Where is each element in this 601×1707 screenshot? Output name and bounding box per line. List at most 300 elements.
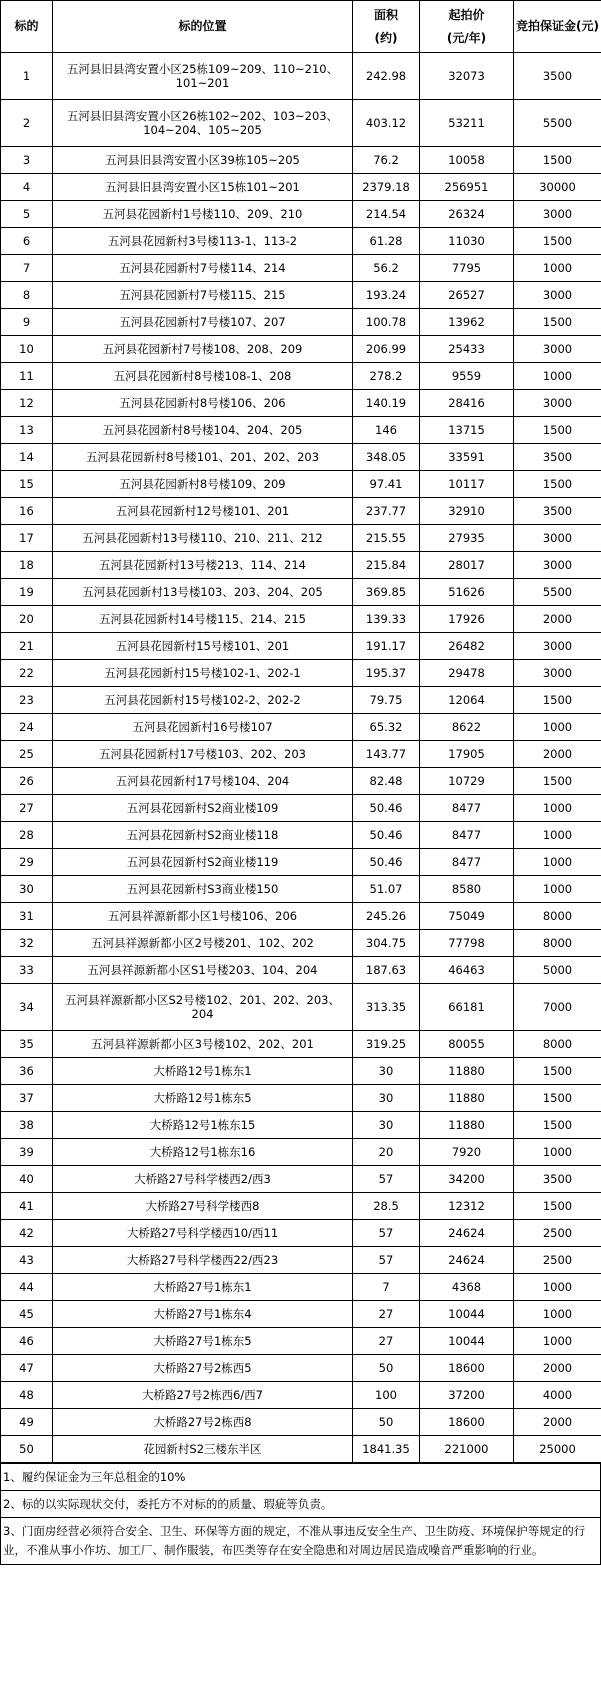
cell-location: 五河县花园新村S3商业楼150 bbox=[53, 876, 353, 903]
cell-deposit: 8000 bbox=[514, 1031, 601, 1058]
cell-deposit: 1500 bbox=[514, 687, 601, 714]
cell-area: 50 bbox=[353, 1409, 420, 1436]
cell-starting-price: 12312 bbox=[420, 1193, 514, 1220]
cell-lot-number: 40 bbox=[1, 1166, 53, 1193]
cell-starting-price: 256951 bbox=[420, 174, 514, 201]
cell-deposit: 5500 bbox=[514, 579, 601, 606]
cell-starting-price: 51626 bbox=[420, 579, 514, 606]
cell-location: 大桥路27号1栋东5 bbox=[53, 1328, 353, 1355]
cell-starting-price: 77798 bbox=[420, 930, 514, 957]
cell-location: 五河县花园新村7号楼108、208、209 bbox=[53, 336, 353, 363]
table-row bbox=[1, 100, 601, 147]
cell-area: 57 bbox=[353, 1247, 420, 1274]
cell-deposit: 1000 bbox=[514, 255, 601, 282]
cell-starting-price: 10058 bbox=[420, 147, 514, 174]
table-row bbox=[1, 174, 601, 201]
cell-lot-number: 23 bbox=[1, 687, 53, 714]
cell-location: 五河县旧县湾安置小区26栋102~202、103~203、104~204、105~205 bbox=[53, 100, 353, 147]
header-starting-price bbox=[420, 1, 514, 53]
cell-deposit: 3000 bbox=[514, 336, 601, 363]
table-row bbox=[1, 741, 601, 768]
table-row bbox=[1, 768, 601, 795]
cell-location: 五河县花园新村13号楼213、114、214 bbox=[53, 552, 353, 579]
cell-location: 大桥路27号2栋西5 bbox=[53, 1355, 353, 1382]
cell-area: 50.46 bbox=[353, 795, 420, 822]
cell-lot-number: 29 bbox=[1, 849, 53, 876]
cell-lot-number: 12 bbox=[1, 390, 53, 417]
table-row bbox=[1, 282, 601, 309]
cell-location: 五河县花园新村16号楼107 bbox=[53, 714, 353, 741]
cell-starting-price: 26324 bbox=[420, 201, 514, 228]
cell-area: 100.78 bbox=[353, 309, 420, 336]
cell-location: 五河县花园新村7号楼115、215 bbox=[53, 282, 353, 309]
cell-starting-price: 33591 bbox=[420, 444, 514, 471]
cell-starting-price: 29478 bbox=[420, 660, 514, 687]
cell-lot-number: 33 bbox=[1, 957, 53, 984]
cell-area: 242.98 bbox=[353, 53, 420, 100]
cell-lot-number: 31 bbox=[1, 903, 53, 930]
cell-starting-price: 53211 bbox=[420, 100, 514, 147]
cell-location: 五河县花园新村S2商业楼118 bbox=[53, 822, 353, 849]
cell-location: 大桥路27号科学楼西2/西3 bbox=[53, 1166, 353, 1193]
cell-deposit: 2000 bbox=[514, 1355, 601, 1382]
cell-starting-price: 32910 bbox=[420, 498, 514, 525]
table-row bbox=[1, 795, 601, 822]
cell-lot-number: 20 bbox=[1, 606, 53, 633]
cell-starting-price: 46463 bbox=[420, 957, 514, 984]
table-row bbox=[1, 903, 601, 930]
cell-lot-number: 16 bbox=[1, 498, 53, 525]
cell-starting-price: 10044 bbox=[420, 1328, 514, 1355]
cell-lot-number: 21 bbox=[1, 633, 53, 660]
cell-starting-price: 32073 bbox=[420, 53, 514, 100]
cell-starting-price: 11880 bbox=[420, 1112, 514, 1139]
cell-starting-price: 26527 bbox=[420, 282, 514, 309]
cell-lot-number: 50 bbox=[1, 1436, 53, 1463]
cell-location: 五河县花园新村17号楼104、204 bbox=[53, 768, 353, 795]
cell-deposit: 1500 bbox=[514, 471, 601, 498]
cell-area: 193.24 bbox=[353, 282, 420, 309]
cell-deposit: 2000 bbox=[514, 606, 601, 633]
cell-location: 五河县祥源新都小区S2号楼102、201、202、203、204 bbox=[53, 984, 353, 1031]
cell-lot-number: 14 bbox=[1, 444, 53, 471]
cell-lot-number: 39 bbox=[1, 1139, 53, 1166]
cell-lot-number: 15 bbox=[1, 471, 53, 498]
cell-location: 五河县祥源新都小区1号楼106、206 bbox=[53, 903, 353, 930]
cell-starting-price: 66181 bbox=[420, 984, 514, 1031]
header-location: 标的位置 bbox=[53, 1, 353, 53]
cell-deposit: 1000 bbox=[514, 714, 601, 741]
cell-location: 大桥路27号2栋西6/西7 bbox=[53, 1382, 353, 1409]
cell-location: 大桥路27号1栋东4 bbox=[53, 1301, 353, 1328]
cell-starting-price: 7920 bbox=[420, 1139, 514, 1166]
table-row bbox=[1, 849, 601, 876]
cell-starting-price: 80055 bbox=[420, 1031, 514, 1058]
cell-starting-price: 221000 bbox=[420, 1436, 514, 1463]
cell-deposit: 3500 bbox=[514, 498, 601, 525]
cell-deposit: 2500 bbox=[514, 1247, 601, 1274]
cell-location: 五河县花园新村S2商业楼109 bbox=[53, 795, 353, 822]
cell-location: 五河县祥源新都小区2号楼201、102、202 bbox=[53, 930, 353, 957]
cell-location: 五河县花园新村7号楼114、214 bbox=[53, 255, 353, 282]
cell-deposit: 3000 bbox=[514, 525, 601, 552]
cell-lot-number: 5 bbox=[1, 201, 53, 228]
cell-area: 56.2 bbox=[353, 255, 420, 282]
cell-location: 五河县旧县湾安置小区15栋101~201 bbox=[53, 174, 353, 201]
table-row bbox=[1, 498, 601, 525]
cell-area: 30 bbox=[353, 1112, 420, 1139]
table-row bbox=[1, 633, 601, 660]
cell-area: 50.46 bbox=[353, 822, 420, 849]
header-row bbox=[1, 1, 601, 53]
table-row bbox=[1, 525, 601, 552]
cell-starting-price: 18600 bbox=[420, 1355, 514, 1382]
cell-deposit: 5000 bbox=[514, 957, 601, 984]
cell-lot-number: 24 bbox=[1, 714, 53, 741]
cell-location: 五河县花园新村7号楼107、207 bbox=[53, 309, 353, 336]
cell-lot-number: 18 bbox=[1, 552, 53, 579]
table-row bbox=[1, 606, 601, 633]
cell-lot-number: 34 bbox=[1, 984, 53, 1031]
header-area bbox=[353, 1, 420, 53]
cell-area: 2379.18 bbox=[353, 174, 420, 201]
header-lot-number: 标的 bbox=[1, 1, 53, 53]
cell-lot-number: 3 bbox=[1, 147, 53, 174]
cell-location: 大桥路12号1栋东1 bbox=[53, 1058, 353, 1085]
cell-area: 195.37 bbox=[353, 660, 420, 687]
table-row bbox=[1, 255, 601, 282]
table-row bbox=[1, 1058, 601, 1085]
cell-deposit: 2500 bbox=[514, 1220, 601, 1247]
cell-deposit: 1500 bbox=[514, 1085, 601, 1112]
cell-lot-number: 9 bbox=[1, 309, 53, 336]
cell-area: 76.2 bbox=[353, 147, 420, 174]
header-area-label: 面积 bbox=[373, 7, 398, 22]
cell-starting-price: 8477 bbox=[420, 822, 514, 849]
cell-lot-number: 13 bbox=[1, 417, 53, 444]
cell-area: 140.19 bbox=[353, 390, 420, 417]
table-row bbox=[1, 1409, 601, 1436]
cell-location: 五河县花园新村15号楼101、201 bbox=[53, 633, 353, 660]
cell-lot-number: 49 bbox=[1, 1409, 53, 1436]
table-row bbox=[1, 1436, 601, 1463]
note-1: 1、履约保证金为三年总租金的10% bbox=[1, 1463, 600, 1490]
table-row bbox=[1, 1247, 601, 1274]
cell-lot-number: 45 bbox=[1, 1301, 53, 1328]
table-row bbox=[1, 984, 601, 1031]
cell-location: 大桥路27号1栋东1 bbox=[53, 1274, 353, 1301]
table-row bbox=[1, 363, 601, 390]
cell-location: 五河县花园新村15号楼102-1、202-1 bbox=[53, 660, 353, 687]
table-row bbox=[1, 1301, 601, 1328]
cell-deposit: 1000 bbox=[514, 1328, 601, 1355]
cell-lot-number: 19 bbox=[1, 579, 53, 606]
cell-area: 61.28 bbox=[353, 228, 420, 255]
cell-area: 191.17 bbox=[353, 633, 420, 660]
table-row bbox=[1, 1328, 601, 1355]
cell-starting-price: 10729 bbox=[420, 768, 514, 795]
table-row bbox=[1, 957, 601, 984]
cell-lot-number: 1 bbox=[1, 53, 53, 100]
cell-location: 五河县祥源新都小区S1号楼203、104、204 bbox=[53, 957, 353, 984]
cell-area: 50 bbox=[353, 1355, 420, 1382]
cell-deposit: 3000 bbox=[514, 660, 601, 687]
cell-deposit: 1000 bbox=[514, 849, 601, 876]
cell-lot-number: 30 bbox=[1, 876, 53, 903]
cell-location: 五河县花园新村1号楼110、209、210 bbox=[53, 201, 353, 228]
cell-deposit: 7000 bbox=[514, 984, 601, 1031]
table-row bbox=[1, 1139, 601, 1166]
cell-deposit: 3000 bbox=[514, 633, 601, 660]
cell-starting-price: 4368 bbox=[420, 1274, 514, 1301]
table-row bbox=[1, 201, 601, 228]
table-row bbox=[1, 147, 601, 174]
cell-deposit: 3000 bbox=[514, 201, 601, 228]
cell-lot-number: 28 bbox=[1, 822, 53, 849]
table-row bbox=[1, 1355, 601, 1382]
cell-location: 五河县花园新村8号楼104、204、205 bbox=[53, 417, 353, 444]
cell-starting-price: 12064 bbox=[420, 687, 514, 714]
cell-lot-number: 38 bbox=[1, 1112, 53, 1139]
table-row bbox=[1, 876, 601, 903]
cell-deposit: 3000 bbox=[514, 282, 601, 309]
cell-area: 27 bbox=[353, 1328, 420, 1355]
table-row bbox=[1, 417, 601, 444]
cell-starting-price: 10117 bbox=[420, 471, 514, 498]
cell-starting-price: 26482 bbox=[420, 633, 514, 660]
cell-deposit: 3500 bbox=[514, 444, 601, 471]
cell-starting-price: 11880 bbox=[420, 1058, 514, 1085]
cell-starting-price: 18600 bbox=[420, 1409, 514, 1436]
table-row bbox=[1, 687, 601, 714]
cell-area: 215.55 bbox=[353, 525, 420, 552]
cell-deposit: 1500 bbox=[514, 1193, 601, 1220]
cell-starting-price: 11030 bbox=[420, 228, 514, 255]
cell-area: 30 bbox=[353, 1058, 420, 1085]
cell-location: 五河县花园新村8号楼108-1、208 bbox=[53, 363, 353, 390]
cell-location: 花园新村S2三楼东半区 bbox=[53, 1436, 353, 1463]
cell-lot-number: 26 bbox=[1, 768, 53, 795]
cell-starting-price: 8622 bbox=[420, 714, 514, 741]
cell-area: 348.05 bbox=[353, 444, 420, 471]
cell-starting-price: 28416 bbox=[420, 390, 514, 417]
table-row bbox=[1, 390, 601, 417]
cell-area: 139.33 bbox=[353, 606, 420, 633]
cell-area: 187.63 bbox=[353, 957, 420, 984]
cell-area: 369.85 bbox=[353, 579, 420, 606]
cell-starting-price: 17926 bbox=[420, 606, 514, 633]
cell-area: 245.26 bbox=[353, 903, 420, 930]
cell-deposit: 3000 bbox=[514, 390, 601, 417]
table-row bbox=[1, 1031, 601, 1058]
cell-deposit: 1000 bbox=[514, 1274, 601, 1301]
cell-location: 大桥路12号1栋东15 bbox=[53, 1112, 353, 1139]
cell-area: 82.48 bbox=[353, 768, 420, 795]
note-2: 2、标的以实际现状交付，委托方不对标的的质量、瑕疵等负责。 bbox=[1, 1490, 600, 1517]
cell-lot-number: 48 bbox=[1, 1382, 53, 1409]
cell-deposit: 1500 bbox=[514, 1112, 601, 1139]
cell-lot-number: 32 bbox=[1, 930, 53, 957]
cell-lot-number: 27 bbox=[1, 795, 53, 822]
cell-deposit: 5500 bbox=[514, 100, 601, 147]
cell-lot-number: 46 bbox=[1, 1328, 53, 1355]
cell-deposit: 1000 bbox=[514, 795, 601, 822]
cell-lot-number: 25 bbox=[1, 741, 53, 768]
cell-area: 313.35 bbox=[353, 984, 420, 1031]
cell-lot-number: 4 bbox=[1, 174, 53, 201]
table-row bbox=[1, 309, 601, 336]
cell-area: 97.41 bbox=[353, 471, 420, 498]
cell-location: 大桥路12号1栋东5 bbox=[53, 1085, 353, 1112]
cell-starting-price: 10044 bbox=[420, 1301, 514, 1328]
cell-deposit: 3500 bbox=[514, 1166, 601, 1193]
cell-deposit: 1500 bbox=[514, 228, 601, 255]
cell-deposit: 2000 bbox=[514, 741, 601, 768]
cell-starting-price: 8580 bbox=[420, 876, 514, 903]
cell-area: 30 bbox=[353, 1085, 420, 1112]
cell-starting-price: 24624 bbox=[420, 1247, 514, 1274]
table-row bbox=[1, 579, 601, 606]
cell-area: 319.25 bbox=[353, 1031, 420, 1058]
cell-starting-price: 13962 bbox=[420, 309, 514, 336]
cell-deposit: 8000 bbox=[514, 930, 601, 957]
cell-location: 大桥路27号科学楼西8 bbox=[53, 1193, 353, 1220]
cell-starting-price: 9559 bbox=[420, 363, 514, 390]
cell-deposit: 3500 bbox=[514, 53, 601, 100]
cell-area: 79.75 bbox=[353, 687, 420, 714]
cell-area: 146 bbox=[353, 417, 420, 444]
cell-lot-number: 8 bbox=[1, 282, 53, 309]
table-row bbox=[1, 336, 601, 363]
cell-location: 五河县旧县湾安置小区39栋105~205 bbox=[53, 147, 353, 174]
cell-area: 57 bbox=[353, 1166, 420, 1193]
cell-lot-number: 37 bbox=[1, 1085, 53, 1112]
cell-location: 五河县花园新村14号楼115、214、215 bbox=[53, 606, 353, 633]
table-row bbox=[1, 1274, 601, 1301]
cell-area: 20 bbox=[353, 1139, 420, 1166]
cell-location: 五河县花园新村8号楼106、206 bbox=[53, 390, 353, 417]
cell-deposit: 1000 bbox=[514, 1139, 601, 1166]
cell-starting-price: 7795 bbox=[420, 255, 514, 282]
cell-lot-number: 22 bbox=[1, 660, 53, 687]
table-row bbox=[1, 930, 601, 957]
cell-lot-number: 42 bbox=[1, 1220, 53, 1247]
cell-deposit: 1000 bbox=[514, 1301, 601, 1328]
cell-deposit: 2000 bbox=[514, 1409, 601, 1436]
header-deposit: 竞拍保证金(元) bbox=[514, 1, 601, 53]
cell-deposit: 1500 bbox=[514, 417, 601, 444]
cell-starting-price: 8477 bbox=[420, 849, 514, 876]
cell-starting-price: 24624 bbox=[420, 1220, 514, 1247]
cell-deposit: 25000 bbox=[514, 1436, 601, 1463]
cell-area: 28.5 bbox=[353, 1193, 420, 1220]
cell-lot-number: 35 bbox=[1, 1031, 53, 1058]
cell-area: 7 bbox=[353, 1274, 420, 1301]
table-row bbox=[1, 1112, 601, 1139]
table-row bbox=[1, 552, 601, 579]
cell-location: 五河县花园新村13号楼103、203、204、205 bbox=[53, 579, 353, 606]
cell-starting-price: 13715 bbox=[420, 417, 514, 444]
cell-area: 1841.35 bbox=[353, 1436, 420, 1463]
cell-area: 403.12 bbox=[353, 100, 420, 147]
cell-location: 五河县花园新村12号楼101、201 bbox=[53, 498, 353, 525]
cell-lot-number: 10 bbox=[1, 336, 53, 363]
cell-area: 237.77 bbox=[353, 498, 420, 525]
cell-area: 65.32 bbox=[353, 714, 420, 741]
cell-area: 214.54 bbox=[353, 201, 420, 228]
table-row bbox=[1, 822, 601, 849]
cell-starting-price: 28017 bbox=[420, 552, 514, 579]
cell-deposit: 1500 bbox=[514, 147, 601, 174]
cell-starting-price: 11880 bbox=[420, 1085, 514, 1112]
cell-deposit: 1500 bbox=[514, 309, 601, 336]
cell-location: 五河县花园新村8号楼109、209 bbox=[53, 471, 353, 498]
cell-area: 51.07 bbox=[353, 876, 420, 903]
table-row bbox=[1, 714, 601, 741]
table-row bbox=[1, 228, 601, 255]
cell-area: 304.75 bbox=[353, 930, 420, 957]
table-row bbox=[1, 1166, 601, 1193]
cell-area: 50.46 bbox=[353, 849, 420, 876]
table-row bbox=[1, 1382, 601, 1409]
cell-deposit: 4000 bbox=[514, 1382, 601, 1409]
cell-location: 大桥路27号科学楼西10/西11 bbox=[53, 1220, 353, 1247]
notes-section bbox=[0, 1463, 601, 1565]
cell-deposit: 1000 bbox=[514, 876, 601, 903]
table-row bbox=[1, 1220, 601, 1247]
cell-location: 五河县祥源新都小区3号楼102、202、201 bbox=[53, 1031, 353, 1058]
cell-deposit: 8000 bbox=[514, 903, 601, 930]
cell-starting-price: 37200 bbox=[420, 1382, 514, 1409]
cell-location: 五河县花园新村13号楼110、210、211、212 bbox=[53, 525, 353, 552]
header-price-unit: (元/年) bbox=[446, 30, 487, 45]
cell-deposit: 1000 bbox=[514, 363, 601, 390]
cell-starting-price: 27935 bbox=[420, 525, 514, 552]
cell-location: 五河县花园新村17号楼103、202、203 bbox=[53, 741, 353, 768]
cell-deposit: 3000 bbox=[514, 552, 601, 579]
table-row bbox=[1, 444, 601, 471]
cell-area: 57 bbox=[353, 1220, 420, 1247]
cell-lot-number: 43 bbox=[1, 1247, 53, 1274]
note-3: 3、门面房经营必须符合安全、卫生、环保等方面的规定，不准从事违反安全生产、卫生防疫、环境保护等规定的行业，不准从事小作坊、加工厂、制作服装，布匹类等存在安全隐患和对周边居民造成噪音严重影响的行业。 bbox=[1, 1517, 600, 1564]
cell-location: 五河县花园新村3号楼113-1、113-2 bbox=[53, 228, 353, 255]
cell-lot-number: 2 bbox=[1, 100, 53, 147]
table-row bbox=[1, 660, 601, 687]
cell-lot-number: 6 bbox=[1, 228, 53, 255]
cell-location: 大桥路27号科学楼西22/西23 bbox=[53, 1247, 353, 1274]
cell-location: 五河县花园新村S2商业楼119 bbox=[53, 849, 353, 876]
cell-lot-number: 44 bbox=[1, 1274, 53, 1301]
cell-lot-number: 36 bbox=[1, 1058, 53, 1085]
cell-area: 100 bbox=[353, 1382, 420, 1409]
cell-deposit: 1000 bbox=[514, 822, 601, 849]
cell-deposit: 30000 bbox=[514, 174, 601, 201]
cell-starting-price: 8477 bbox=[420, 795, 514, 822]
cell-lot-number: 41 bbox=[1, 1193, 53, 1220]
cell-deposit: 1500 bbox=[514, 768, 601, 795]
table-row bbox=[1, 471, 601, 498]
cell-location: 大桥路12号1栋东16 bbox=[53, 1139, 353, 1166]
table-row bbox=[1, 1193, 601, 1220]
table-body bbox=[1, 53, 601, 1463]
cell-location: 五河县旧县湾安置小区25栋109~209、110~210、101~201 bbox=[53, 53, 353, 100]
cell-lot-number: 7 bbox=[1, 255, 53, 282]
cell-lot-number: 47 bbox=[1, 1355, 53, 1382]
cell-starting-price: 75049 bbox=[420, 903, 514, 930]
cell-location: 大桥路27号2栋西8 bbox=[53, 1409, 353, 1436]
cell-lot-number: 11 bbox=[1, 363, 53, 390]
cell-starting-price: 25433 bbox=[420, 336, 514, 363]
